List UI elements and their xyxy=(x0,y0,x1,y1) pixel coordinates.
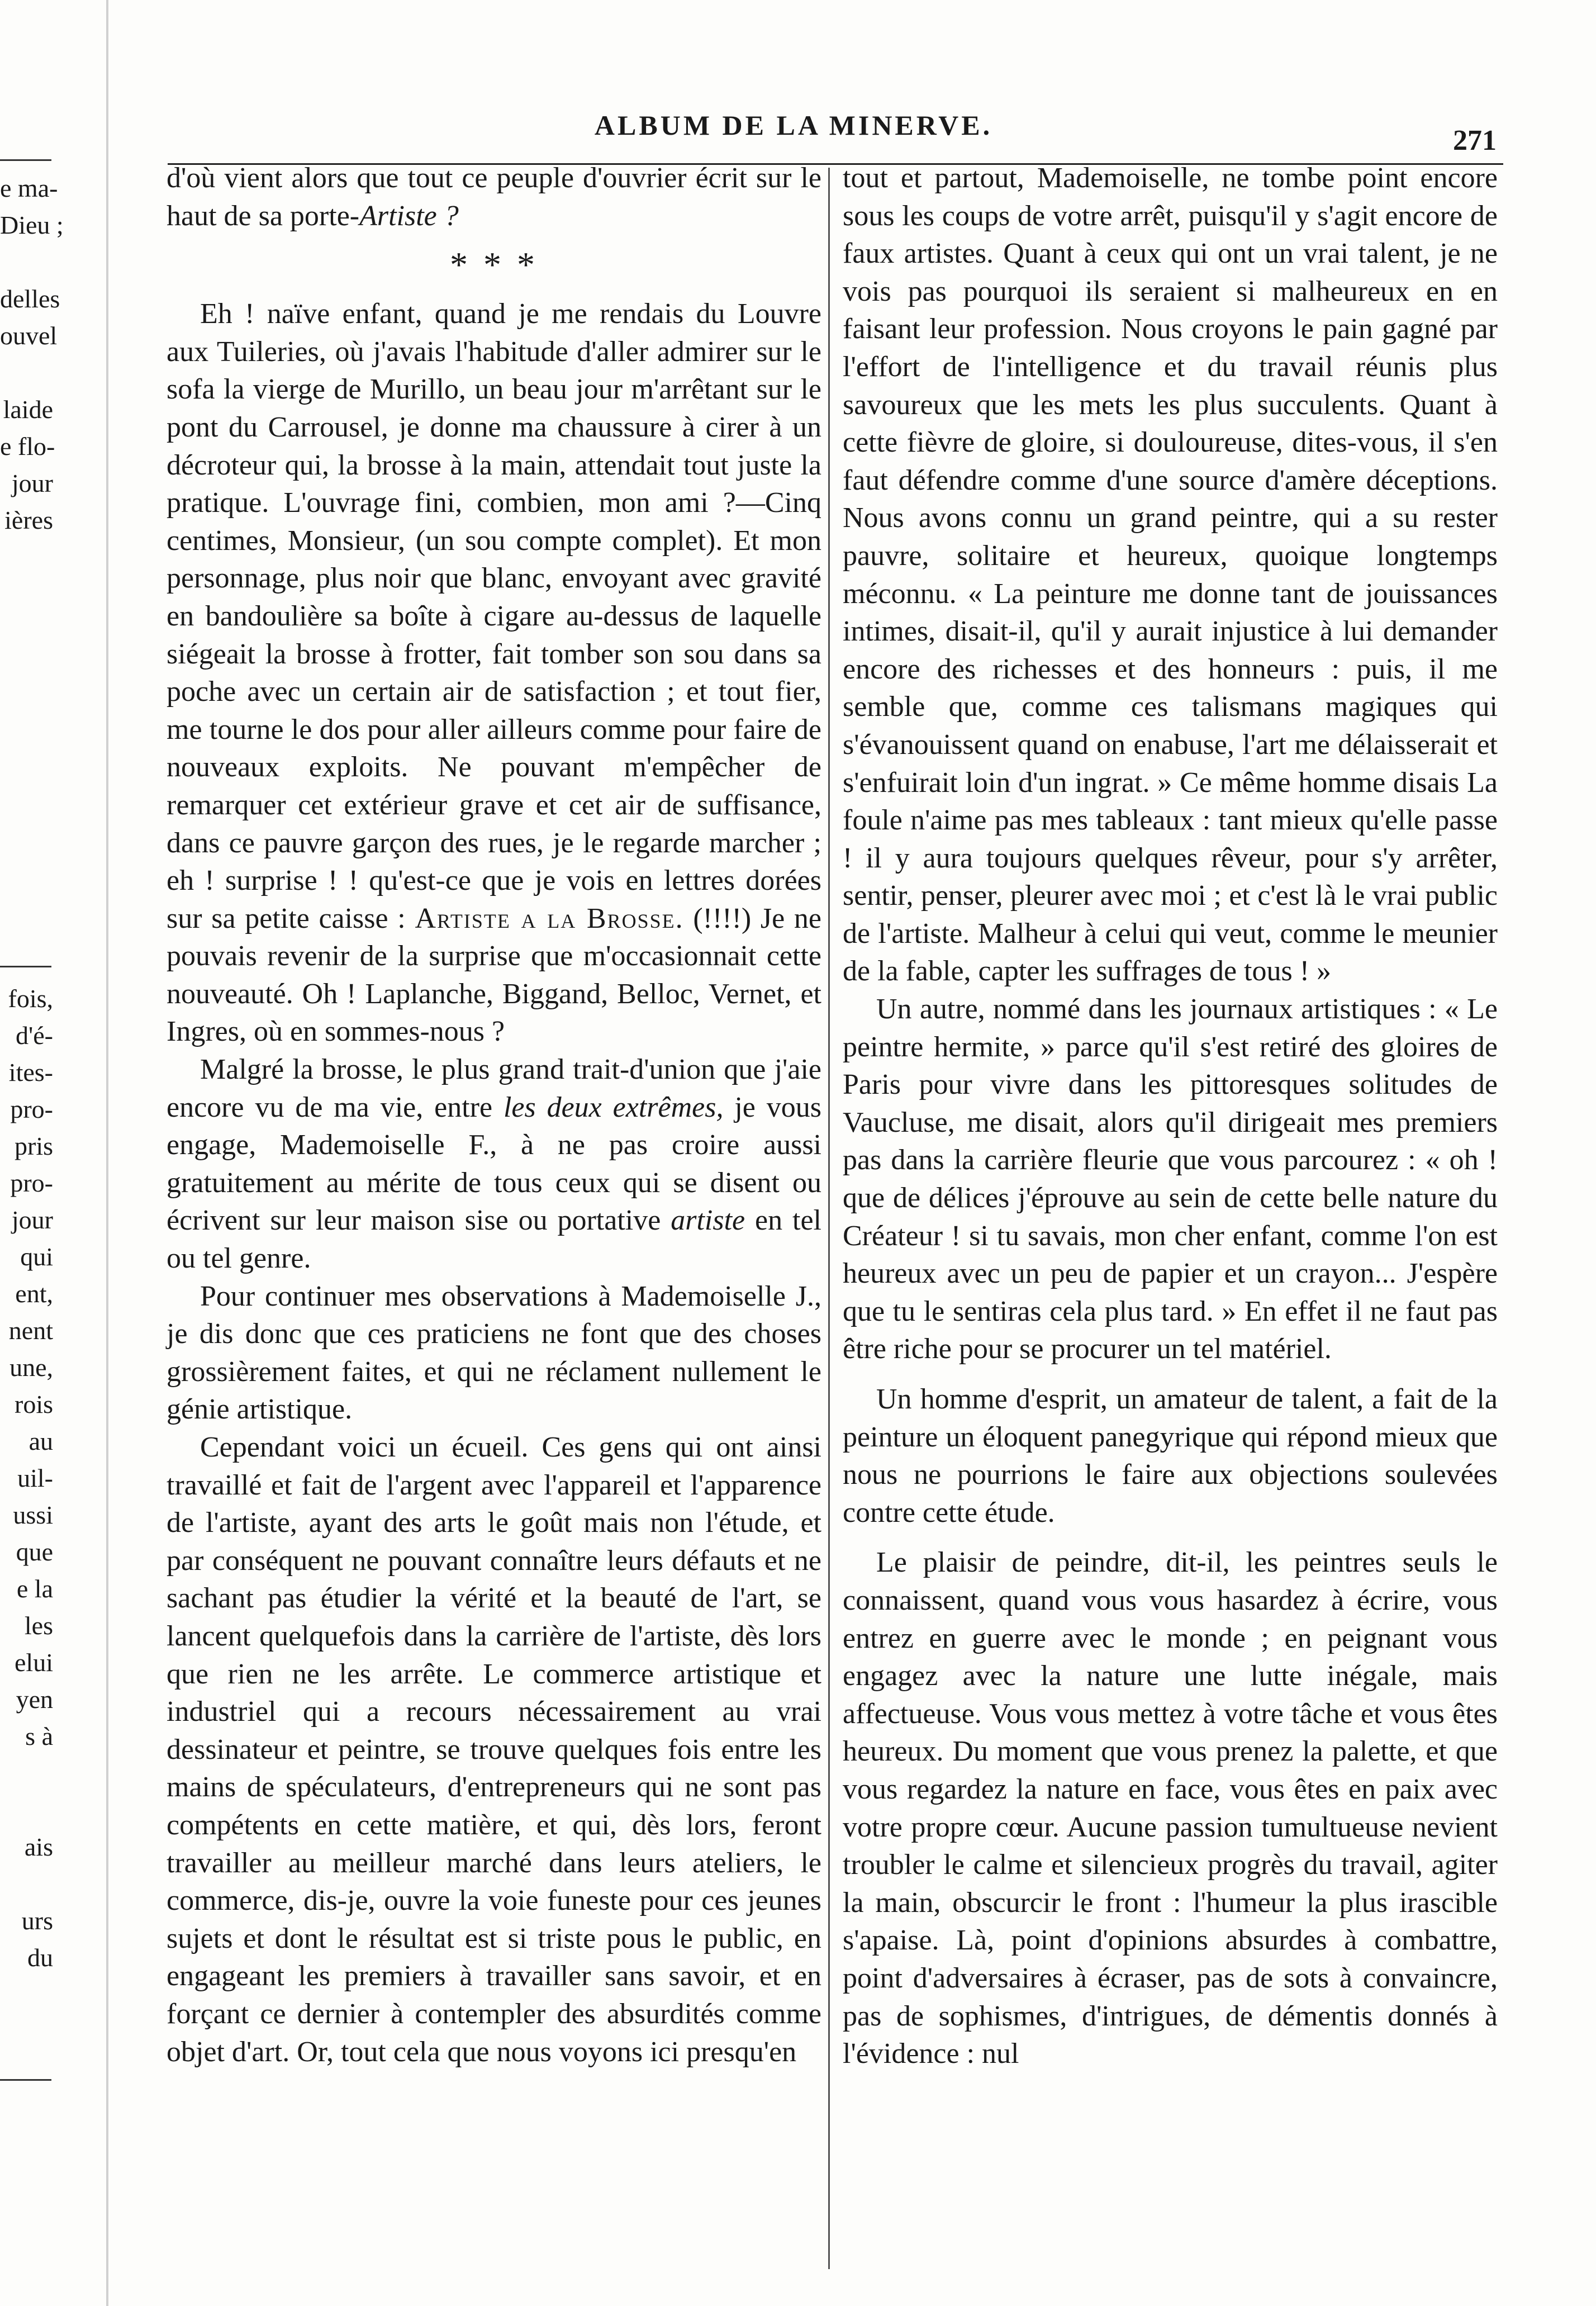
margin-fragment: ussi xyxy=(13,1501,53,1529)
paragraph: Un autre, nommé dans les journaux artistiques : « Le peintre hermite, » parce qu'il s'est retiré des gloires de Paris pour vivre dans les pittoresques solitudes de Vaucluse, me disait, alors qu'il dirigeait mes premiers pas dans la carrière fleurie que vous parcourez : « oh ! que de délices j'éprouve au sein de cette belle nature du Créateur ! si tu savais, mon cher enfant, comme l'on est heureux avec un peu de papier et un crayon... J'espère que tu le sentiras cela plus tard. » En effet il ne faut pas être riche pour se procurer un tel matériel. xyxy=(843,993,1498,1365)
paragraph-text: en tel ou tel genre. xyxy=(167,1204,821,1275)
column-rule xyxy=(828,168,830,2269)
margin-fragment: s à xyxy=(25,1722,53,1750)
left-column xyxy=(167,159,821,2071)
margin-fragment: elui xyxy=(15,1648,53,1677)
margin-fragment: pro- xyxy=(10,1169,53,1197)
paragraph: Un homme d'esprit, un amateur de talent, a fait de la peinture un éloquent panegyrique qui répond mieux que nous ne pourrions le faire aux objections soulevées contre cette étude. xyxy=(843,1383,1498,1529)
margin-fragment: pris xyxy=(15,1132,53,1160)
paragraph: Le plaisir de peindre, dit-il, les peintres seuls le connaissent, quand vous vous hasardez à écrire, vous entrez en guerre avec le monde ; en peignant vous engagez avec la nature une lutte inégale, mais affectueuse. Vous vous mettez à votre tâche et vous êtes heureux. Du moment que vous prenez la palette, et que vous regardez la nature en face, vous êtes en paix avec votre propre cœur. Aucune passion tumultueuse nevient troubler le calme et silencieux progrès du travail, agiter la main, obscurcir le front : l'humeur la plus irascible s'apaise. Là, point d'opinions absurdes à combattre, point d'adversaires à écraser, pas de sots à convaincre, pas de sophismes, d'intrigues, de démentis donnés à l'évidence : nul xyxy=(843,1546,1498,2070)
paragraph: Pour continuer mes observations à Mademoiselle J., je dis donc que ces praticiens ne font que des choses grossièrement faites, et qui ne réclament nullement le génie artistique. xyxy=(167,1280,821,1426)
margin-fragment: jour xyxy=(11,1206,53,1234)
margin-fragment: e flo- xyxy=(0,432,55,461)
margin-fragment: les xyxy=(24,1611,53,1640)
margin-fragment: ières xyxy=(4,506,53,534)
margin-fragment: Dieu ; xyxy=(0,211,64,239)
previous-page-margin xyxy=(0,156,64,2280)
italic-text: artiste xyxy=(671,1204,745,1237)
margin-fragment: urs xyxy=(21,1906,53,1935)
margin-fragment: laide xyxy=(3,395,53,424)
margin-fragment: nent xyxy=(8,1316,53,1345)
margin-fragment: au xyxy=(28,1427,53,1455)
margin-fragment: ent, xyxy=(15,1279,53,1308)
right-column xyxy=(843,159,1498,2073)
margin-fragment: e ma- xyxy=(0,174,58,202)
margin-fragment: e la xyxy=(16,1574,53,1603)
margin-fragment: que xyxy=(16,1538,53,1566)
italic-text: Artiste ? xyxy=(359,200,459,232)
paragraph xyxy=(167,295,821,1051)
paragraph xyxy=(167,1051,821,1278)
margin-fragment: pro- xyxy=(10,1095,53,1123)
margin-fragment: jour xyxy=(11,469,53,497)
margin-fragment: rois xyxy=(15,1390,53,1418)
margin-rule xyxy=(0,159,51,161)
margin-fragment: une, xyxy=(10,1353,53,1382)
page-number: 271 xyxy=(1453,125,1497,156)
margin-fragment: fois, xyxy=(8,984,53,1013)
running-title: ALBUM DE LA MINERVE. xyxy=(594,110,993,141)
margin-fragment: d'é- xyxy=(15,1021,53,1050)
smallcaps-text: Artiste a la Brosse. xyxy=(415,902,684,934)
paragraph-text: (!!!!) Je ne pouvais revenir de la surprise que m'occasionnait cette nouveauté. Oh ! Laplanche, Biggand, Belloc, Vernet, et Ingres, où en sommes-nous ? xyxy=(167,902,822,1048)
margin-fragment: ouvel xyxy=(0,321,58,350)
margin-fragment: yen xyxy=(16,1685,53,1714)
paragraph: tout et partout, Mademoiselle, ne tombe point encore sous les coups de votre arrêt, puisqu'il y s'agit encore de faux artistes. Quant à ceux qui ont un vrai talent, je ne vois pas pourquoi ils seraient si malheureux en en faisant leur profession. Nous croyons le pain gagné par l'effort de l'intelligence et du travail réunis plus savoureux que les mets les plus succulents. Quant à cette fièvre de gloire, si douloureuse, dites-vous, il s'en faut défendre comme d'une source d'amère déceptions. Nous avons connu un grand peintre, qui a su rester pauvre, solitaire et heureux, quoique longtemps méconnu. « La peinture me donne tant de jouissances intimes, disait-il, qu'il y aurait injustice à lui demander encore des richesses et des honneurs : puis, il me semble que, comme ces talismans magiques qui s'évanouissent quand on enabuse, l'art me délaisserait et s'enfuirait loin d'un ingrat. » Ce même homme disais La foule n'aime pas mes tableaux : tant mieux qu'elle passe ! il y aura toujours quelques rêveur, pour s'y arrêter, sentir, penser, pleurer avec moi ; et c'est là le vrai public de l'artiste. Malheur à celui qui veut, comme le meunier de la fable, capter les suffrages de tous ! » xyxy=(843,162,1498,988)
paragraph xyxy=(167,159,821,235)
paragraph-text: d'où vient alors que tout ce peuple d'ouvrier écrit sur le haut de sa porte- xyxy=(167,162,821,232)
margin-fragment: ites- xyxy=(8,1058,53,1086)
margin-rule xyxy=(0,966,51,967)
margin-rule xyxy=(0,2079,51,2081)
italic-text: les deux extrêmes, xyxy=(503,1091,724,1123)
margin-fragment: du xyxy=(27,1943,53,1972)
margin-fragment: uil- xyxy=(17,1464,53,1492)
margin-fragment: delles xyxy=(0,284,60,313)
section-asterism: * * * xyxy=(450,245,538,285)
margin-fragment: ais xyxy=(24,1833,53,1861)
paragraph: Cependant voici un écueil. Ces gens qui ont ainsi travaillé et fait de l'argent avec l'appareil et l'apparence de l'artiste, ayant des arts le goût mais non l'étude, et par conséquent ne pouvant connaître leurs défauts et ne sachant pas étudier la vérité et la beauté de l'art, se lancent quelquefois dans la carrière de l'artiste, dès lors que rien ne les arrête. Le commerce artistique et industriel qui a recours nécessairement au vrai dessinateur et peintre, se trouve quelques fois entre les mains de spéculateurs, d'entrepreneurs qui ne sont pas compétents en cette matière, et qui, dès lors, feront travailler au meilleur marché dans leurs ateliers, le commerce, dis-je, ouvre la voie funeste pour ces jeunes sujets et dont le résultat est si triste pous le public, en engageant les premiers à travailler sans savoir, et en forçant ce dernier à contempler des absurdités comme objet d'art. Or, tout cela que nous voyons ici presqu'en xyxy=(167,1431,821,2068)
margin-fragment: qui xyxy=(20,1242,53,1271)
paragraph-text: Malgré la brosse, le plus grand trait-d'union que j'aie encore vu de ma vie, entre xyxy=(167,1054,821,1123)
binding-fold xyxy=(106,0,108,2306)
paragraph-text: Eh ! naïve enfant, quand je me rendais du Louvre aux Tuileries, où j'avais l'habitude d'aller admirer sur le sofa la vierge de Murillo, un beau jour m'arrêtant sur le pont du Carrousel, je donne ma chaussure à cirer à un décroteur qui, la brosse à la main, attendait tout juste la pratique. L'ouvrage fini, combien, mon ami ?—Cinq centimes, Monsieur, (un sou compte complet). Et mon personnage, plus noir que blanc, envoyant avec gravité en bandoulière sa boîte à cigare au-dessus de laquelle siégeait la brosse à frotter, fait tomber son sou dans sa poche avec un certain air de satisfaction ; et tout fier, me tourne le dos pour aller ailleurs comme pour faire de nouveaux exploits. Ne pouvant m'empêcher de remarquer cet extérieur grave et cet air de suffisance, dans ce pauvre garçon des rues, je le regarde marcher ; eh ! surprise ! ! qu'est-ce que je vois en lettres dorées sur sa petite caisse : xyxy=(167,298,821,934)
paragraph-text: je vous engage, Mademoiselle F., à ne pas croire aussi gratuitement au mérite de tous ceux qui se disent ou écrivent sur leur maison sise ou portative xyxy=(167,1091,821,1237)
